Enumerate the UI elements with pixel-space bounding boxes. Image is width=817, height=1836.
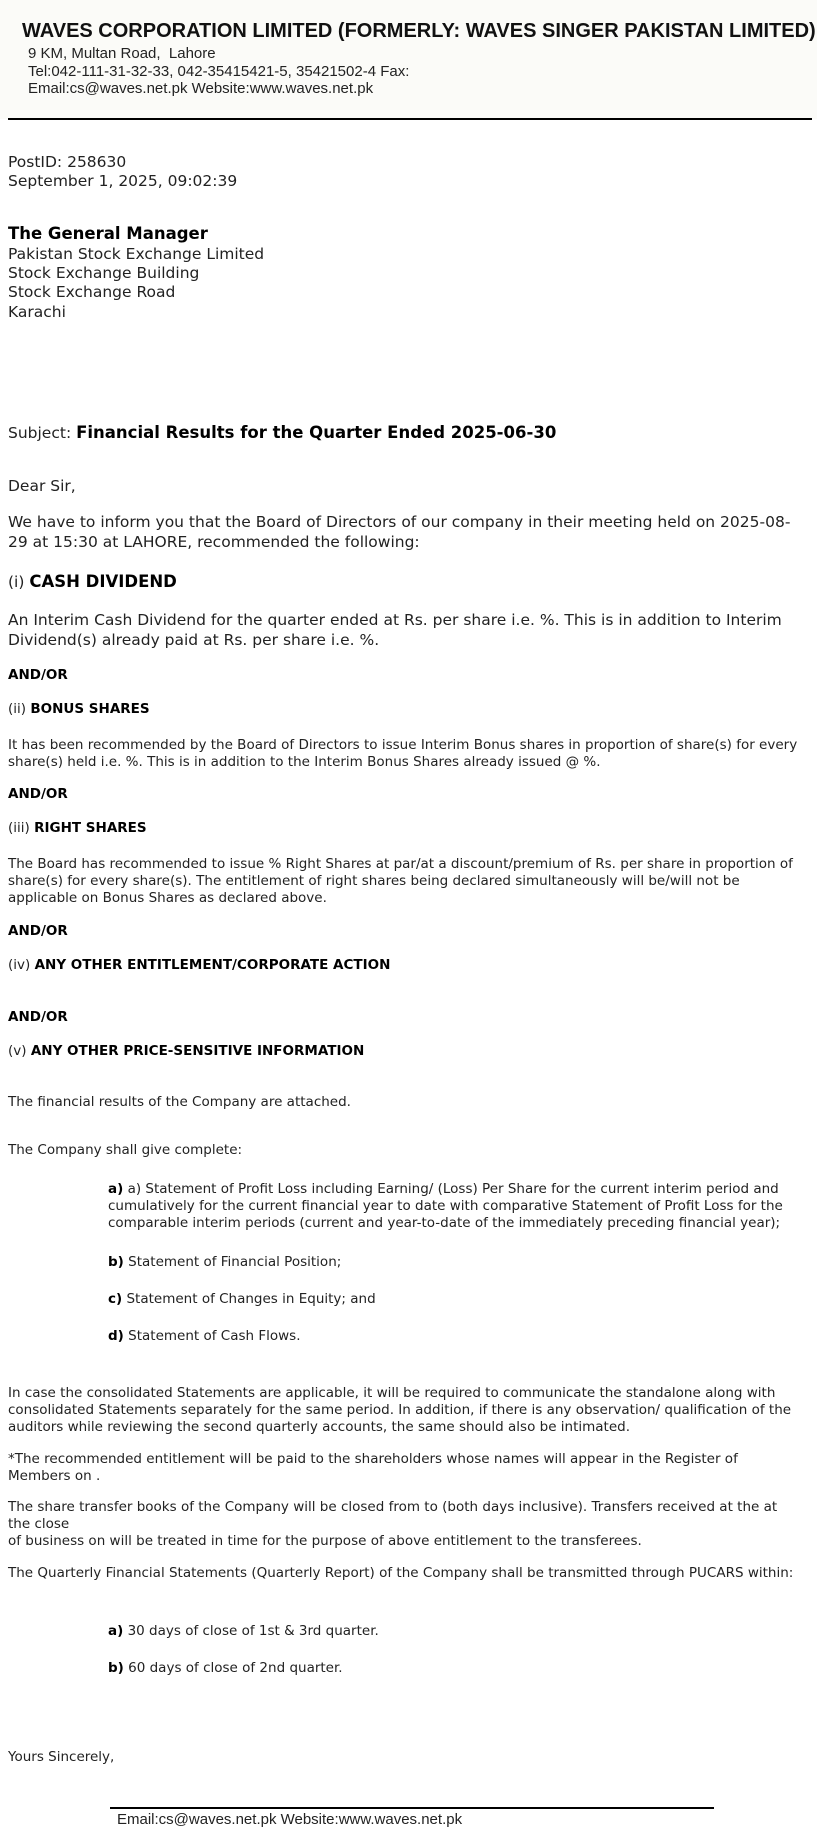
right-shares-heading xyxy=(8,820,147,837)
other-entitlement-title: ANY OTHER ENTITLEMENT/CORPORATE ACTION xyxy=(34,957,391,973)
recipient-line: Stock Exchange Building xyxy=(8,264,200,282)
recipient-line: Stock Exchange Road xyxy=(8,283,176,301)
cash-dividend-heading xyxy=(8,572,177,593)
company-phone: Tel:042-111-31-32-33, 042-35415421-5, 35421502-4 Fax: xyxy=(28,62,410,80)
recipient-line: Pakistan Stock Exchange Limited xyxy=(8,245,265,263)
cash-dividend-title: CASH DIVIDEND xyxy=(29,572,177,591)
recipient-title: The General Manager xyxy=(8,224,208,243)
andor-label: AND/OR xyxy=(8,923,68,939)
bonus-text: It has been recommended by the Board of Directors to issue Interim Bonus shares in proportion of share(s) for every share(s) held i.e. %. This is in addition to the Interim Bonus Shares already issued @ %. xyxy=(8,737,798,770)
post-id: PostID: 258630 xyxy=(8,153,127,171)
item-label: b) xyxy=(108,1660,124,1676)
salutation: Dear Sir, xyxy=(8,477,76,495)
price-sensitive-num: (v) xyxy=(8,1043,27,1059)
transfer-paragraph: The share transfer books of the Company will be closed from to (both days inclusive). Transfers received at the at the close of business on will be treated in time for the purpose of above entitlement to the transferees. xyxy=(8,1499,778,1549)
item-label: c) xyxy=(108,1291,123,1307)
company-contact: Email:cs@waves.net.pk Website:www.waves.net.pk xyxy=(28,80,374,97)
price-sensitive-heading xyxy=(8,1043,364,1060)
pucars-paragraph: The Quarterly Financial Statements (Quarterly Report) of the Company shall be transmitted through PUCARS within: xyxy=(8,1565,794,1581)
andor-label: AND/OR xyxy=(8,786,68,802)
item-label: a) xyxy=(108,1181,124,1197)
price-sensitive-title: ANY OTHER PRICE-SENSITIVE INFORMATION xyxy=(30,1043,365,1059)
right-shares-num: (iii) xyxy=(8,820,30,836)
company-name: WAVES CORPORATION LIMITED (FORMERLY: WAVES SINGER PAKISTAN LIMITED) xyxy=(22,20,816,42)
results-attached: The financial results of the Company are attached. xyxy=(8,1094,351,1110)
item-text: 60 days of close of 2nd quarter. xyxy=(128,1660,343,1676)
bonus-heading xyxy=(8,701,150,718)
bonus-title: BONUS SHARES xyxy=(30,701,150,717)
entitlement-paragraph: *The recommended entitlement will be paid to the shareholders whose names will appear in the Register of Members on . xyxy=(8,1451,738,1484)
andor-label: AND/OR xyxy=(8,667,68,683)
item-label: b) xyxy=(108,1254,124,1270)
footer-rule xyxy=(110,1807,714,1809)
company-contact-block xyxy=(28,45,409,98)
item-text: a) Statement of Profit Loss including Earning/ (Loss) Per Share for the current interim period and cumulatively for the current financial year to date with comparative Statement of Profit Loss for the comparable interim periods (current and year-to-date of the immediately preceding financial year); xyxy=(108,1181,783,1231)
statement-item xyxy=(108,1254,798,1271)
intro-paragraph: We have to inform you that the Board of Directors of our company in their meeting held on 2025-08-29 at 15:30 at LAHORE, recommended the following: xyxy=(8,513,791,551)
header-rule xyxy=(8,118,812,120)
item-label: a) xyxy=(108,1623,124,1639)
andor-label: AND/OR xyxy=(8,1009,68,1025)
company-address: 9 KM, Multan Road, Lahore xyxy=(28,45,216,62)
item-text: Statement of Cash Flows. xyxy=(128,1328,301,1344)
subject-line xyxy=(8,423,556,444)
item-text: Statement of Financial Position; xyxy=(128,1254,342,1270)
right-shares-text: The Board has recommended to issue % Right Shares at par/at a discount/premium of Rs. per share in proportion of share(s) for every share(s). The entitlement of right shares being declared simultaneously will be/will not be applicable on Bonus Shares as declared above. xyxy=(8,856,793,906)
company-shall-give: The Company shall give complete: xyxy=(8,1142,243,1158)
pucars-item xyxy=(108,1660,798,1677)
consolidated-paragraph: In case the consolidated Statements are applicable, it will be required to communicate the standalone along with consolidated Statements separately for the same period. In addition, if there is any observation/ qualification of the auditors while reviewing the second quarterly accounts, the same should also be intimated. xyxy=(8,1385,792,1435)
cash-dividend-text: An Interim Cash Dividend for the quarter ended at Rs. per share i.e. %. This is in addition to Interim Dividend(s) already paid at Rs. per share i.e. %. xyxy=(8,611,782,649)
item-text: Statement of Changes in Equity; and xyxy=(126,1291,376,1307)
item-text: 30 days of close of 1st & 3rd quarter. xyxy=(127,1623,379,1639)
cash-dividend-num: (i) xyxy=(8,573,25,591)
subject-label: Subject: xyxy=(8,424,72,442)
post-date: September 1, 2025, 09:02:39 xyxy=(8,172,238,190)
other-entitlement-num: (iv) xyxy=(8,957,31,973)
closing: Yours Sincerely, xyxy=(8,1749,115,1765)
recipient-line: Karachi xyxy=(8,303,66,321)
right-shares-title: RIGHT SHARES xyxy=(34,820,147,836)
statement-item xyxy=(108,1291,798,1308)
item-label: d) xyxy=(108,1328,124,1344)
pucars-item xyxy=(108,1623,798,1640)
subject-text: Financial Results for the Quarter Ended 2025-06-30 xyxy=(76,423,557,442)
statement-item xyxy=(108,1181,798,1232)
footer-contact: Email:cs@waves.net.pk Website:www.waves.net.pk xyxy=(117,1811,463,1828)
other-entitlement-heading xyxy=(8,957,390,974)
statement-item xyxy=(108,1328,798,1345)
bonus-num: (ii) xyxy=(8,701,27,717)
